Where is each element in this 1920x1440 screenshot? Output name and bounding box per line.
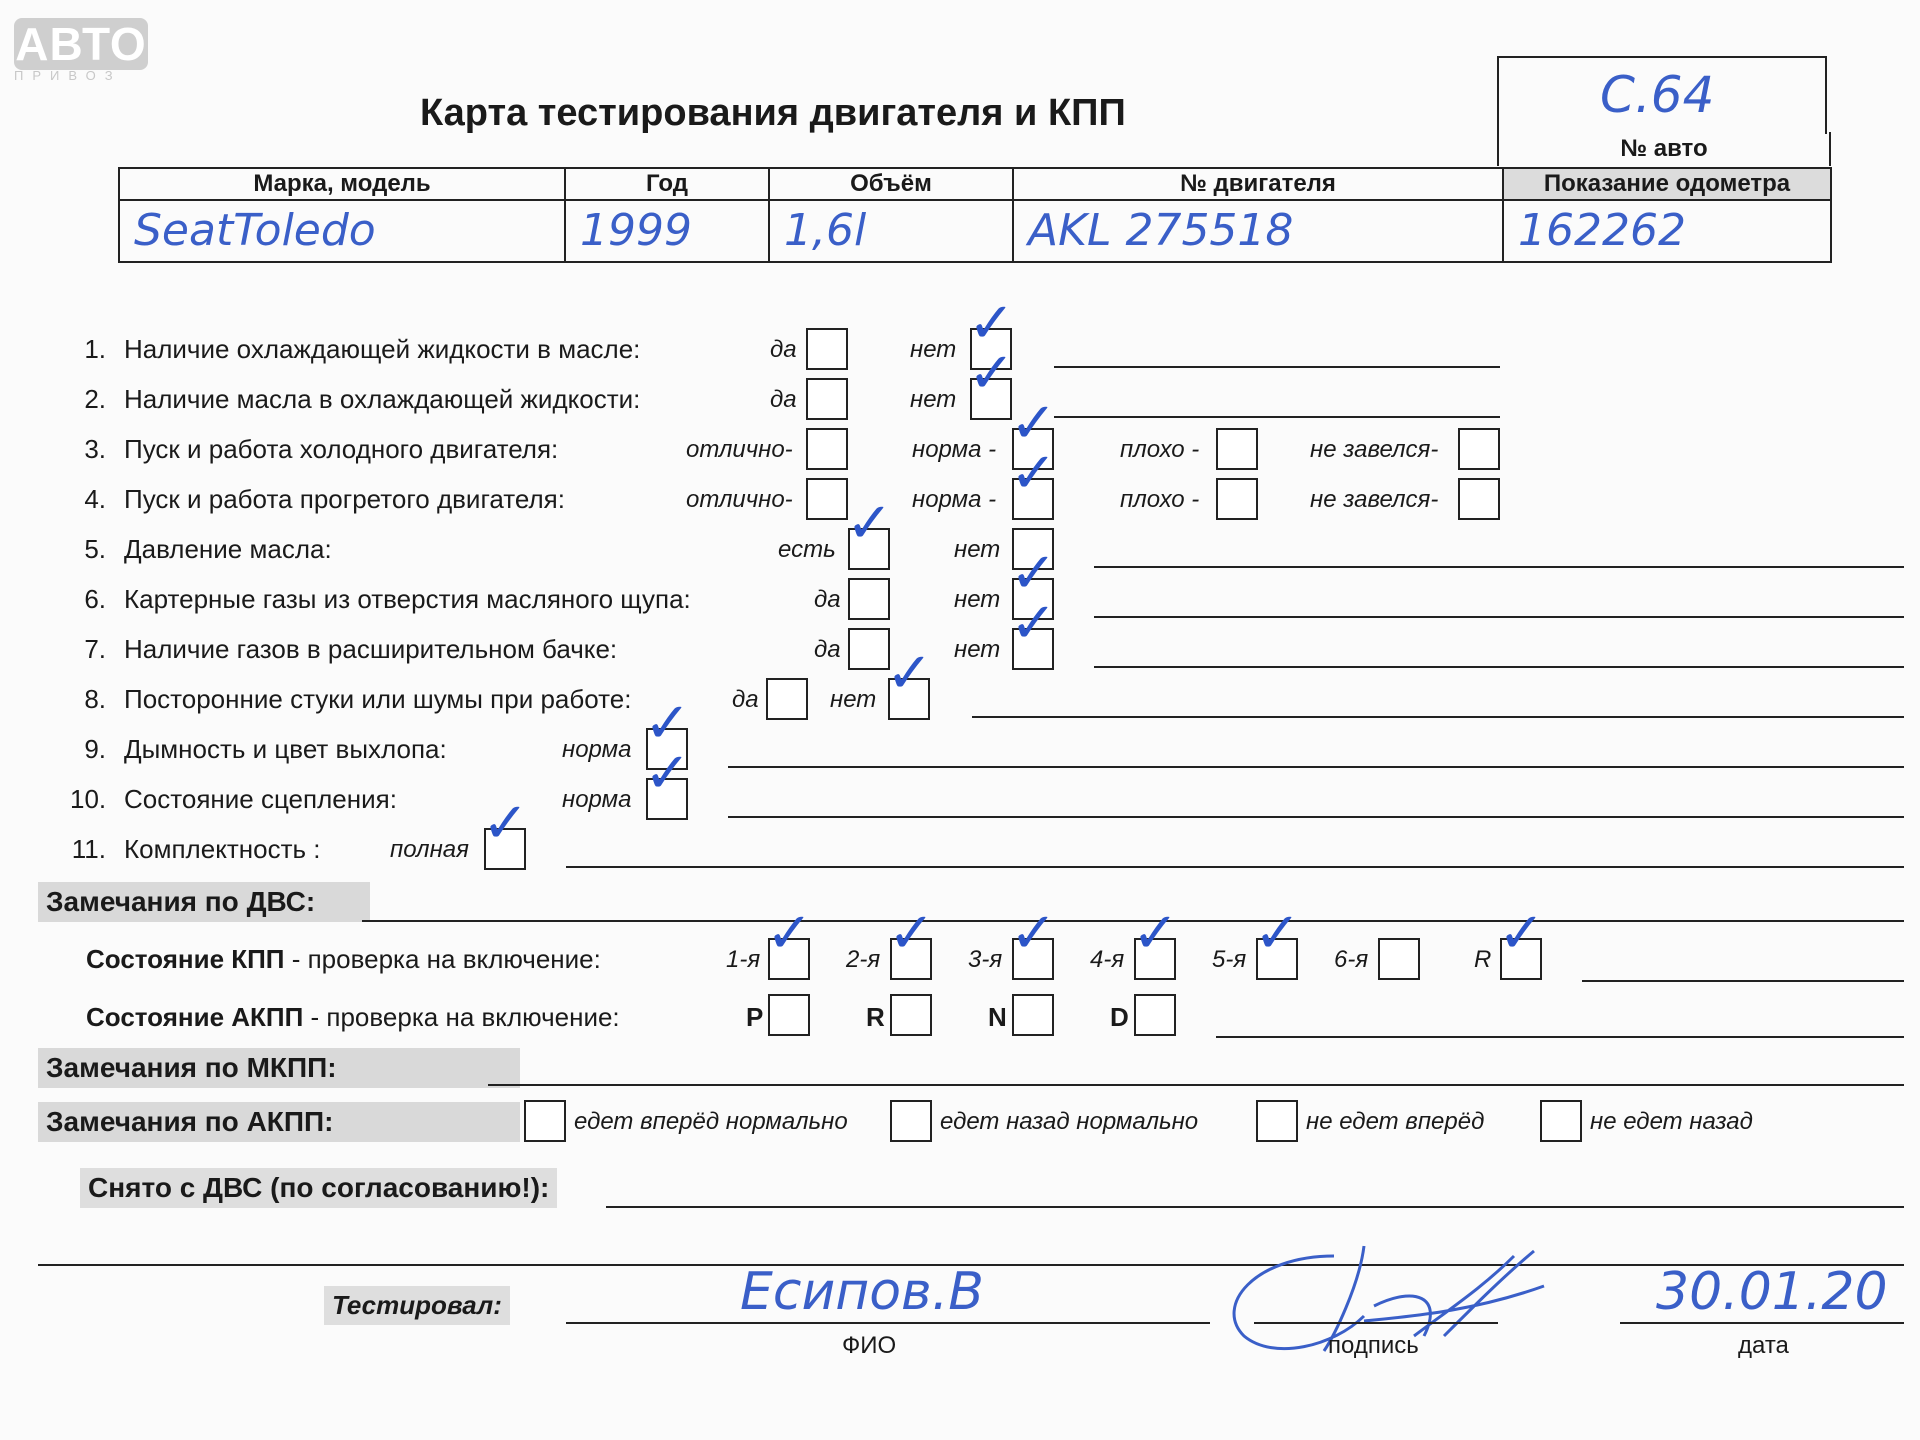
mkpp-remarks-line[interactable] [488, 1084, 1904, 1086]
q3-opt-normal: норма - [912, 436, 997, 463]
col-make-model: Марка, модель [119, 168, 565, 200]
q3-bad-checkbox[interactable] [1216, 428, 1258, 470]
q7-text: Наличие газов в расширительном бачке: [124, 634, 618, 664]
q8-number: 8. [84, 684, 106, 714]
q6-yes-checkbox[interactable] [848, 578, 890, 620]
q4-opt-normal: норма - [912, 486, 997, 513]
avto-number-label: № авто [1497, 132, 1831, 166]
akpp-no-back-label: не едет назад [1590, 1108, 1753, 1135]
q8-opt-yes: да [732, 686, 759, 713]
q2-number: 2. [84, 384, 106, 414]
mode-d-checkbox[interactable] [1134, 994, 1176, 1036]
check-mark-icon: ✓ [644, 691, 691, 756]
dvs-remarks-label: Замечания по ДВС: [38, 882, 370, 922]
q2-opt-yes: да [770, 386, 797, 413]
mode-d-label: D [1110, 1002, 1129, 1032]
q3-text: Пуск и работа холодного двигателя: [124, 434, 559, 464]
q10-number: 10. [70, 784, 107, 814]
q3-opt-excellent: отлично- [686, 436, 793, 463]
gear-6-label: 6-я [1334, 946, 1369, 973]
q5-number: 5. [84, 534, 106, 564]
mkpp-remarks-label: Замечания по МКПП: [38, 1048, 520, 1088]
check-mark-icon: ✓ [886, 641, 933, 706]
q9-opt-normal: норма [562, 736, 632, 763]
q9-text: Дымность и цвет выхлопа: [124, 734, 447, 764]
q4-not-started-checkbox[interactable] [1458, 478, 1500, 520]
gear-6-checkbox[interactable] [1378, 938, 1420, 980]
signature-label: подпись [1328, 1332, 1419, 1359]
date-line [1620, 1322, 1904, 1324]
q4-opt-not-started: не завелся- [1310, 486, 1439, 513]
q1-text: Наличие охлаждающей жидкости в масле: [124, 334, 641, 364]
check-mark-icon: ✓ [1010, 901, 1057, 966]
q8-text: Посторонние стуки или шумы при работе: [124, 684, 632, 714]
logo-subtitle: ПРИВОЗ [14, 68, 122, 83]
akpp-forward-ok-checkbox[interactable] [524, 1100, 566, 1142]
q1-notes-line[interactable] [1054, 366, 1500, 368]
q6-opt-no: нет [954, 586, 1001, 613]
akpp-no-forward-label: не едет вперёд [1306, 1108, 1485, 1135]
q9-number: 9. [84, 734, 106, 764]
check-mark-icon: ✓ [1010, 541, 1057, 606]
date-label: дата [1738, 1332, 1789, 1359]
q11-opt-full: полная [390, 836, 469, 863]
q10-notes-line[interactable] [728, 816, 1904, 818]
gear-4-label: 4-я [1090, 946, 1125, 973]
q5-notes-line[interactable] [1094, 566, 1904, 568]
q2-opt-no: нет [910, 386, 957, 413]
date-handwritten[interactable]: 30.01.20 [1656, 1262, 1888, 1322]
check-mark-icon: ✓ [766, 901, 813, 966]
q11-number: 11. [71, 834, 106, 864]
fio-label: ФИО [842, 1332, 897, 1359]
q8-opt-no: нет [830, 686, 877, 713]
q6-number: 6. [84, 584, 106, 614]
engine-number-value[interactable]: AKL 275518 [1013, 200, 1503, 262]
check-mark-icon: ✓ [888, 901, 935, 966]
q7-opt-yes: да [814, 636, 841, 663]
vehicle-info-table [118, 167, 1832, 263]
check-mark-icon: ✓ [644, 741, 691, 806]
q6-opt-yes: да [814, 586, 841, 613]
page-title: Карта тестирования двигателя и КПП [420, 92, 1126, 134]
q5-opt-no: нет [954, 536, 1001, 563]
signature-line [1254, 1322, 1498, 1324]
akpp-label-rest: - проверка на включение: [303, 1002, 620, 1032]
check-mark-icon: ✓ [1010, 391, 1057, 456]
akpp-remarks-label: Замечания по АКПП: [38, 1102, 520, 1142]
q7-opt-no: нет [954, 636, 1001, 663]
q1-yes-checkbox[interactable] [806, 328, 848, 370]
q5-text: Давление масла: [124, 534, 332, 564]
odometer-value[interactable]: 162262 [1503, 200, 1831, 262]
year-value[interactable]: 1999 [565, 200, 769, 262]
fio-line [566, 1322, 1210, 1324]
mode-r-label: R [866, 1002, 885, 1032]
col-year: Год [565, 168, 769, 200]
akpp-no-back-checkbox[interactable] [1540, 1100, 1582, 1142]
check-mark-icon: ✓ [1132, 901, 1179, 966]
akpp-back-ok-label: едет назад нормально [940, 1108, 1199, 1135]
q1-number: 1. [84, 334, 106, 364]
gear-2-label: 2-я [846, 946, 881, 973]
q6-notes-line[interactable] [1094, 616, 1904, 618]
mode-n-label: N [988, 1002, 1007, 1032]
removed-label: Снято с ДВС (по согласованию!): [80, 1168, 557, 1208]
col-volume: Объём [769, 168, 1013, 200]
check-mark-icon: ✓ [482, 791, 529, 856]
q10-opt-normal: норма [562, 786, 632, 813]
q3-number: 3. [84, 434, 106, 464]
q10-text: Состояние сцепления: [124, 784, 397, 814]
akpp-forward-ok-label: едет вперёд нормально [574, 1108, 848, 1135]
fio-handwritten[interactable]: Есипов.В [740, 1262, 984, 1322]
mode-n-checkbox[interactable] [1012, 994, 1054, 1036]
gear-1-label: 1-я [726, 946, 761, 973]
q9-notes-line[interactable] [728, 766, 1904, 768]
akpp-back-ok-checkbox[interactable] [890, 1100, 932, 1142]
q8-yes-checkbox[interactable] [766, 678, 808, 720]
kpp-label [86, 944, 601, 975]
mode-p-label: P [746, 1002, 764, 1032]
q1-opt-no: нет [910, 336, 957, 363]
q1-opt-yes: да [770, 336, 797, 363]
kpp-label-bold: Состояние КПП [86, 944, 285, 974]
check-mark-icon: ✓ [1010, 441, 1057, 506]
q11-notes-line[interactable] [566, 866, 1904, 868]
q4-opt-bad: плохо - [1120, 486, 1200, 513]
akpp-notes-line[interactable] [1216, 1036, 1904, 1038]
akpp-label [86, 1002, 620, 1033]
q6-text: Картерные газы из отверстия масляного щупа: [124, 584, 691, 614]
q7-yes-checkbox[interactable] [848, 628, 890, 670]
q4-opt-excellent: отлично- [686, 486, 793, 513]
check-mark-icon: ✓ [968, 291, 1015, 356]
removed-line[interactable] [606, 1206, 1904, 1208]
q2-yes-checkbox[interactable] [806, 378, 848, 420]
check-mark-icon: ✓ [1010, 591, 1057, 656]
q4-number: 4. [84, 484, 106, 514]
akpp-label-bold: Состояние АКПП [86, 1002, 304, 1032]
mode-p-checkbox[interactable] [768, 994, 810, 1036]
col-odometer: Показание одометра [1503, 168, 1831, 200]
kpp-label-rest: - проверка на включение: [284, 944, 601, 974]
q3-not-started-checkbox[interactable] [1458, 428, 1500, 470]
avto-privoz-logo: АВТО [15, 18, 147, 70]
gear-3-label: 3-я [968, 946, 1003, 973]
check-mark-icon: ✓ [846, 491, 893, 556]
q4-text: Пуск и работа прогретого двигателя: [124, 484, 565, 514]
mode-r-checkbox[interactable] [890, 994, 932, 1036]
q4-excellent-checkbox[interactable] [806, 478, 848, 520]
gear-5-label: 5-я [1212, 946, 1247, 973]
check-mark-icon: ✓ [1254, 901, 1301, 966]
q11-text: Комплектность : [124, 834, 321, 864]
q3-excellent-checkbox[interactable] [806, 428, 848, 470]
q7-notes-line[interactable] [1094, 666, 1904, 668]
col-engine-number: № двигателя [1013, 168, 1503, 200]
q4-bad-checkbox[interactable] [1216, 478, 1258, 520]
akpp-no-forward-checkbox[interactable] [1256, 1100, 1298, 1142]
q3-opt-bad: плохо - [1120, 436, 1200, 463]
tested-by-label: Тестировал: [324, 1286, 510, 1325]
q2-notes-line[interactable] [1054, 416, 1500, 418]
check-mark-icon: ✓ [968, 341, 1015, 406]
volume-value[interactable]: 1,6l [769, 200, 1013, 262]
q8-notes-line[interactable] [972, 716, 1904, 718]
check-mark-icon: ✓ [1498, 901, 1545, 966]
gear-r-label: R [1474, 946, 1492, 973]
q5-opt-yes: есть [778, 536, 836, 563]
kpp-notes-line[interactable] [1582, 980, 1904, 982]
avto-number-value: С.64 [1600, 66, 1715, 124]
make-model-value[interactable]: SeatToledo [119, 200, 565, 262]
q2-text: Наличие масла в охлаждающей жидкости: [124, 384, 641, 414]
q3-opt-not-started: не завелся- [1310, 436, 1439, 463]
q7-number: 7. [84, 634, 106, 664]
